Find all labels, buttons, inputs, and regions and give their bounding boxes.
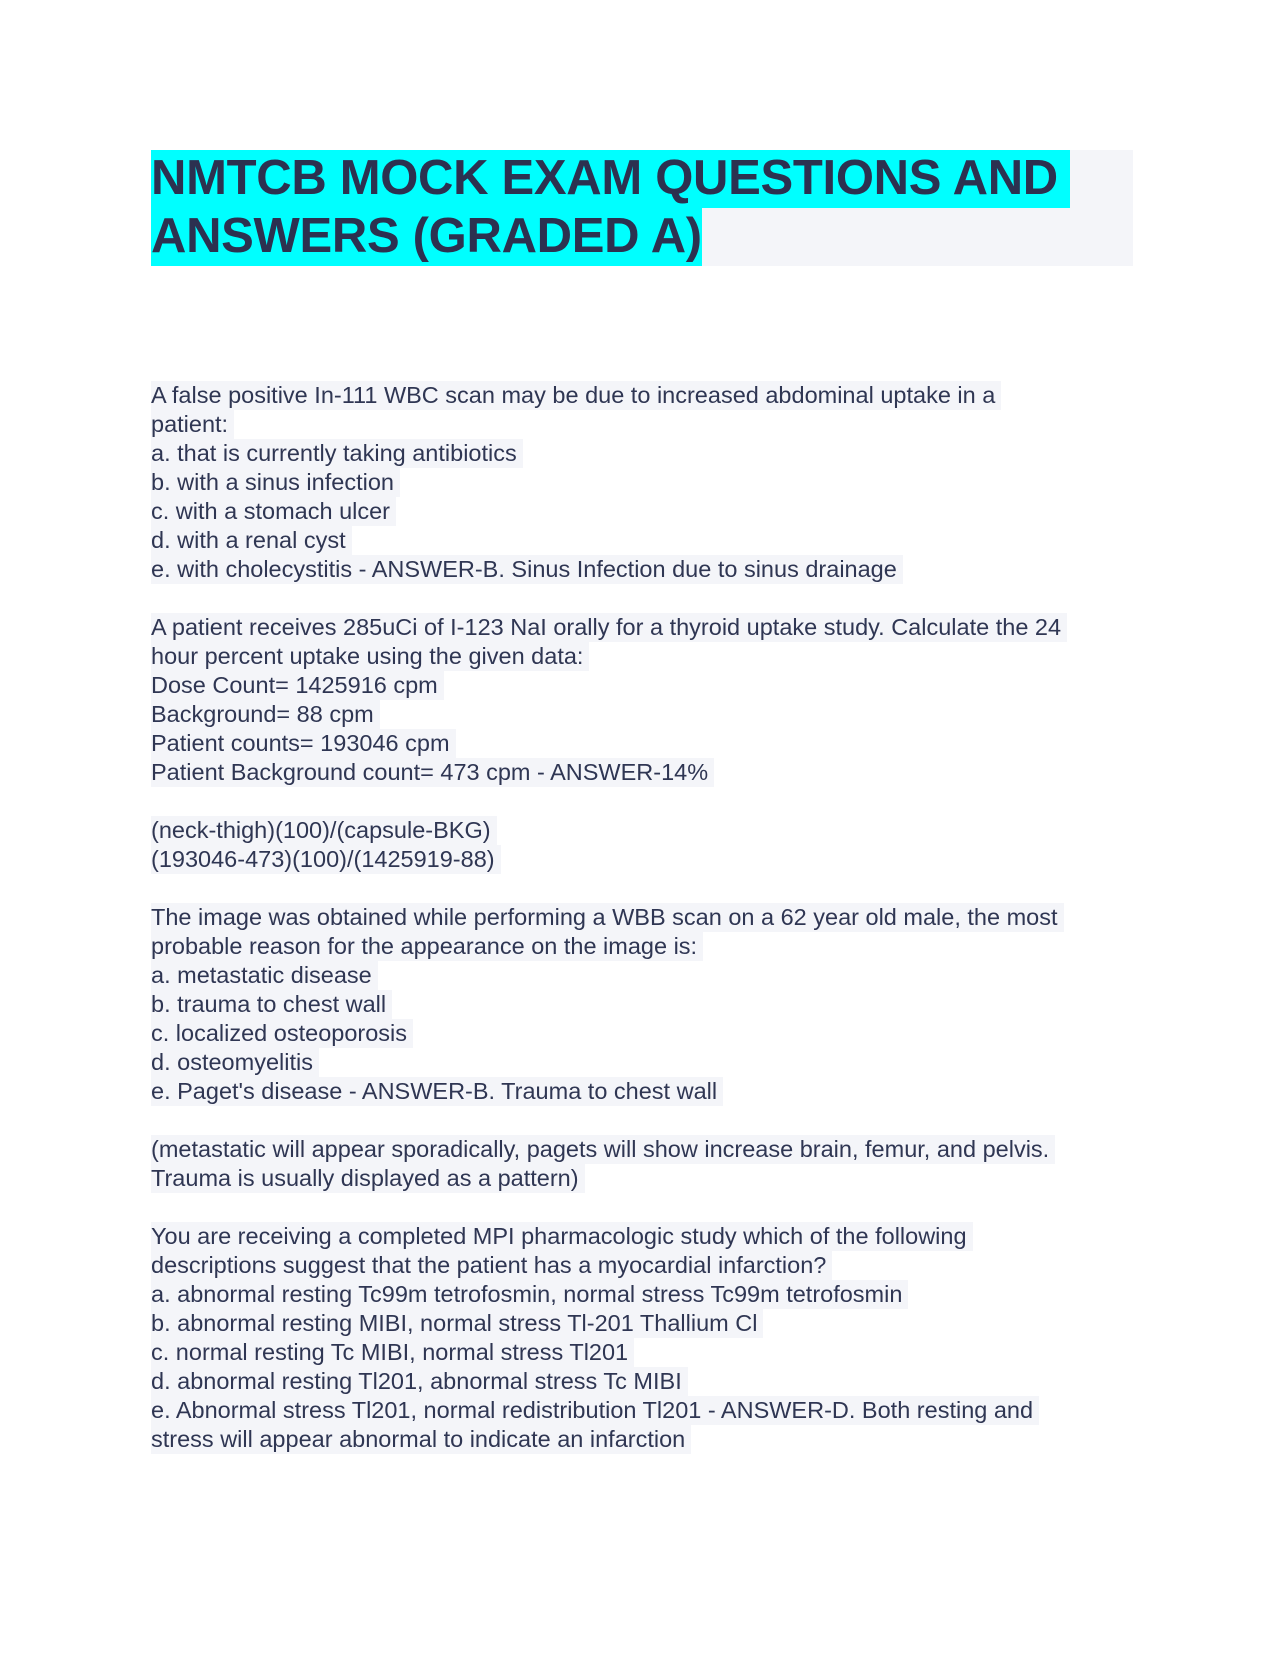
option-c: c. with a stomach ulcer — [151, 497, 396, 526]
option-c: c. normal resting Tc MIBI, normal stress Tl201 — [151, 1338, 634, 1367]
document-body — [151, 381, 1135, 1454]
option-e-answer: e. with cholecystitis - ANSWER-B. Sinus Infection due to sinus drainage — [151, 555, 903, 584]
explanation-line: (metastatic will appear sporadically, pagets will show increase brain, femur, and pelvis. — [151, 1135, 1055, 1164]
option-a: a. abnormal resting Tc99m tetrofosmin, normal stress Tc99m tetrofosmin — [151, 1280, 908, 1309]
option-e-answer: e. Abnormal stress Tl201, normal redistribution Tl201 - ANSWER-D. Both resting and — [151, 1396, 1039, 1425]
option-b: b. with a sinus infection — [151, 468, 400, 497]
title-line-2: ANSWERS (GRADED A) — [151, 208, 702, 266]
explanation-block-3 — [151, 1135, 1135, 1193]
question-block-3 — [151, 903, 1135, 1106]
document-page — [151, 150, 1135, 266]
document-title — [151, 150, 1133, 266]
paragraph-gap — [151, 1106, 1135, 1135]
question-text: hour percent uptake using the given data: — [151, 642, 589, 671]
question-block-2 — [151, 613, 1135, 787]
question-text: You are receiving a completed MPI pharmacologic study which of the following — [151, 1222, 973, 1251]
data-patient-counts: Patient counts= 193046 cpm — [151, 729, 456, 758]
paragraph-gap — [151, 874, 1135, 903]
option-a: a. that is currently taking antibiotics — [151, 439, 523, 468]
formula-line: (neck-thigh)(100)/(capsule-BKG) — [151, 816, 497, 845]
question-block-4 — [151, 1222, 1135, 1454]
formula-line: (193046-473)(100)/(1425919-88) — [151, 845, 501, 874]
paragraph-gap — [151, 584, 1135, 613]
question-text: patient: — [151, 410, 234, 439]
option-b: b. abnormal resting MIBI, normal stress Tl-201 Thallium Cl — [151, 1309, 763, 1338]
option-a: a. metastatic disease — [151, 961, 378, 990]
option-d: d. abnormal resting Tl201, abnormal stress Tc MIBI — [151, 1367, 688, 1396]
data-background: Background= 88 cpm — [151, 700, 380, 729]
paragraph-gap — [151, 1193, 1135, 1222]
option-d: d. osteomyelitis — [151, 1048, 319, 1077]
explanation-line: Trauma is usually displayed as a pattern) — [151, 1164, 585, 1193]
option-e-answer: e. Paget's disease - ANSWER-B. Trauma to chest wall — [151, 1077, 723, 1106]
title-line-1: NMTCB MOCK EXAM QUESTIONS AND — [151, 150, 1070, 208]
question-text: The image was obtained while performing a WBB scan on a 62 year old male, the most — [151, 903, 1064, 932]
option-c: c. localized osteoporosis — [151, 1019, 413, 1048]
question-text: A patient receives 285uCi of I-123 NaI orally for a thyroid uptake study. Calculate the 24 — [151, 613, 1067, 642]
question-text: descriptions suggest that the patient has a myocardial infarction? — [151, 1251, 832, 1280]
question-text: probable reason for the appearance on the image is: — [151, 932, 703, 961]
question-block-1 — [151, 381, 1135, 584]
answer-explanation: stress will appear abnormal to indicate an infarction — [151, 1425, 691, 1454]
explanation-block-2 — [151, 816, 1135, 874]
question-text: A false positive In-111 WBC scan may be due to increased abdominal uptake in a — [151, 381, 1001, 410]
data-patient-background-answer: Patient Background count= 473 cpm - ANSWER-14% — [151, 758, 714, 787]
option-d: d. with a renal cyst — [151, 526, 352, 555]
paragraph-gap — [151, 787, 1135, 816]
data-dose-count: Dose Count= 1425916 cpm — [151, 671, 444, 700]
option-b: b. trauma to chest wall — [151, 990, 392, 1019]
